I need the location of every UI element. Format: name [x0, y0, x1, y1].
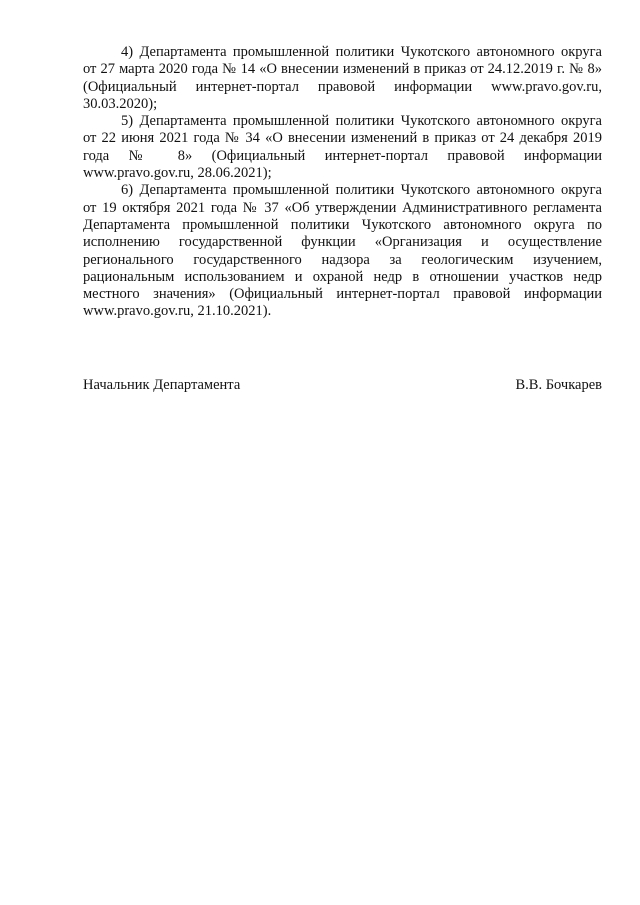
list-item-4: 4) Департамента промышленной политики Чукотского автономного округа от 27 марта 2020 года № 14 «О внесении изменений в приказ от 24.12.2019 г. № 8» (Официальный интернет-портал правовой информации www.pravo.gov.ru, 30.03.2020);	[83, 44, 602, 112]
document-body	[83, 44, 602, 321]
signatory-title: Начальник Департамента	[83, 377, 241, 393]
list-item-5: 5) Департамента промышленной политики Чукотского автономного округа от 22 июня 2021 года № 34 «О внесении изменений в приказ от 24 декабря 2019 года № 8» (Официальный интернет-портал правовой информации www.pravo.gov.ru, 28.06.2021);	[83, 113, 602, 182]
signature-block	[83, 377, 602, 395]
signatory-name: В.В. Бочкарев	[515, 377, 602, 393]
list-item-6: 6) Департамента промышленной политики Чукотского автономного округа от 19 октября 2021 года № 37 «Об утверждении Административного регламента Департамента промышленной политики Чукотского автономного округа по исполнению государственной функции «Организация и осуществление регионального государственного надзора за геологическим изучением, рациональным использованием и охраной недр в отношении участков недр местного значения» (Официальный интернет-портал правовой информации www.pravo.gov.ru, 21.10.2021).	[83, 182, 602, 320]
